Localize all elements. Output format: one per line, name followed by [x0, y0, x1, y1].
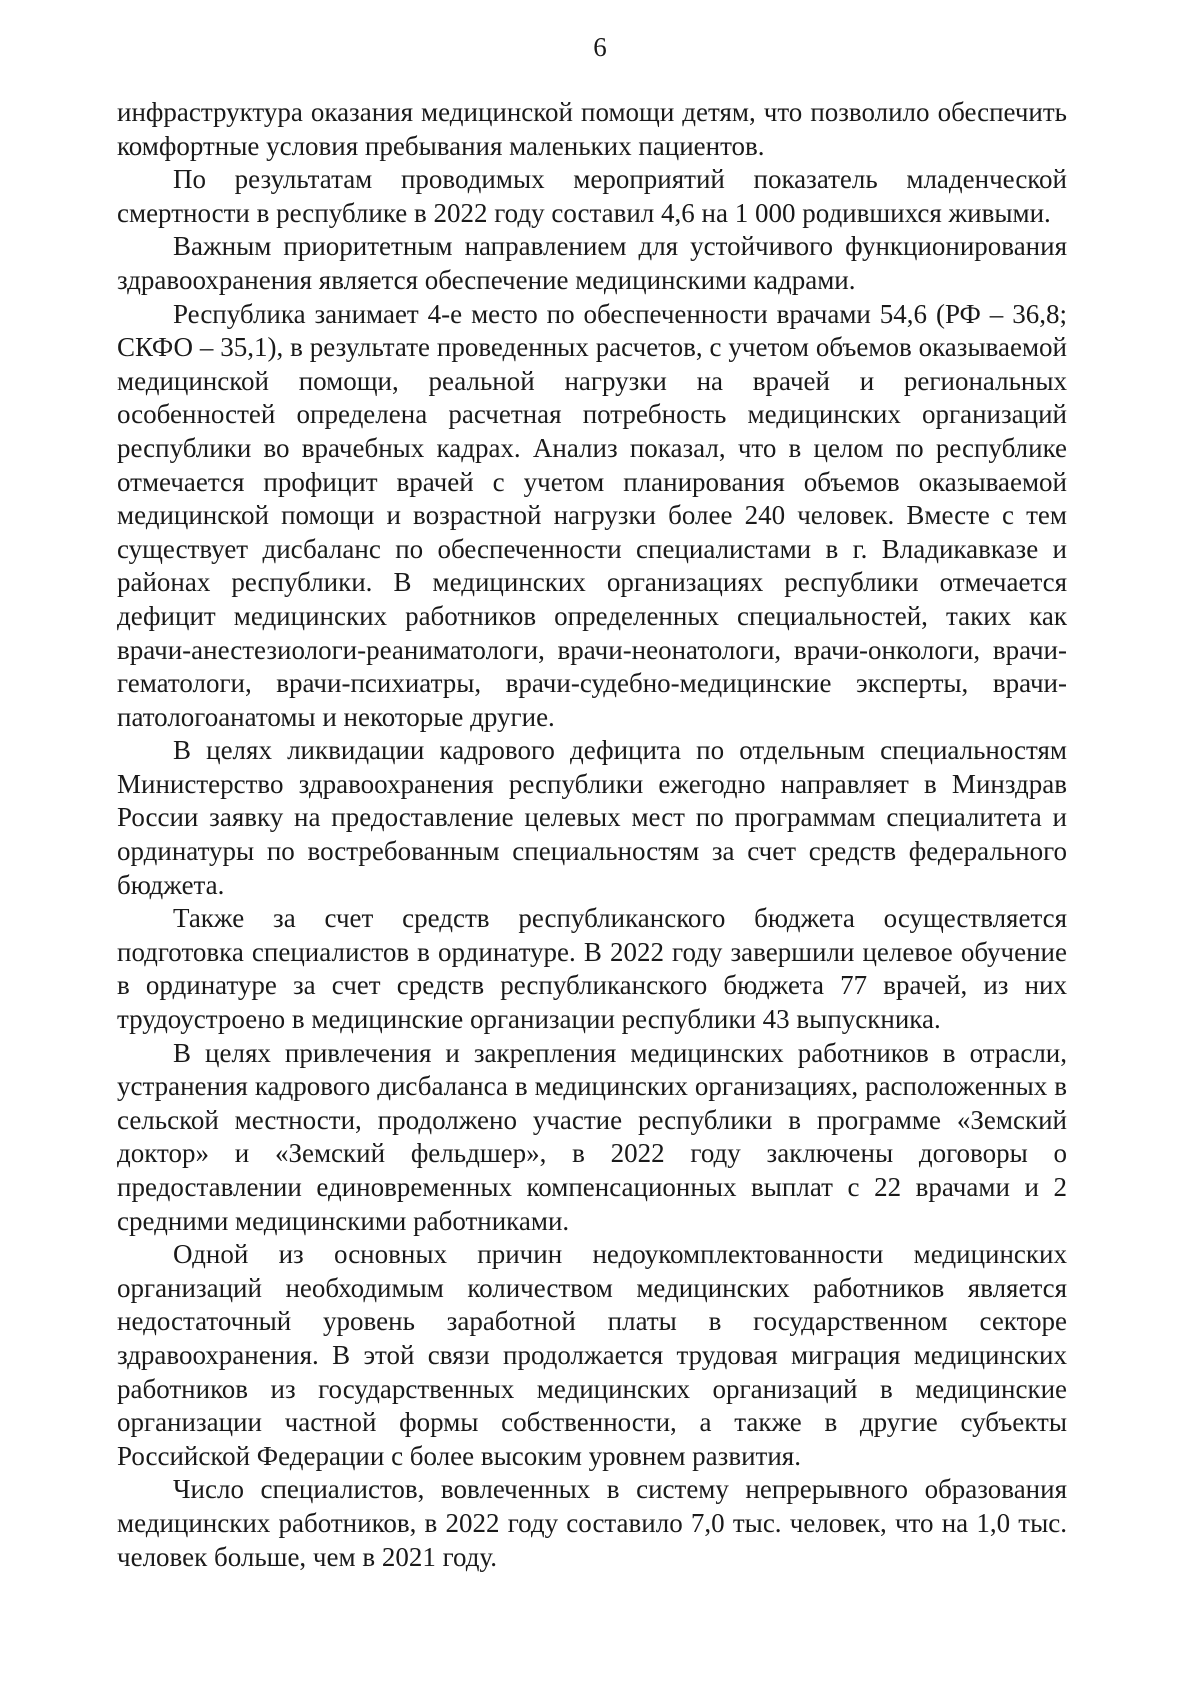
paragraph-continuation: инфраструктура оказания медицинской помощи детям, что позволило обеспечить комфортные условия пребывания маленьких пациентов. [117, 97, 1067, 161]
paragraph-targeted-places: В целях ликвидации кадрового дефицита по отдельным специальностям Министерство здравоохранения республики ежегодно направляет в Минздрав России заявку на предоставление целевых мест по программам специалитета и ординатуры по востребованным специальностям за счет средств федерального бюджета. [117, 735, 1067, 900]
paragraph-infant-mortality: По результатам проводимых мероприятий показатель младенческой смертности в республике в 2022 году составил 4,6 на 1 000 родившихся живыми. [117, 164, 1067, 228]
paragraph-staffing-priority: Важным приоритетным направлением для устойчивого функционирования здравоохранения является обеспечение медицинскими кадрами. [117, 231, 1067, 295]
paragraph-zemsky-program: В целях привлечения и закрепления медицинских работников в отрасли, устранения кадрового дисбаланса в медицинских организациях, расположенных в сельской местности, продолжено участие республики в программе «Земский доктор» и «Земский фельдшер», в 2022 году заключены договоры о предоставлении единовременных компенсационных выплат с 22 врачами и 2 средними медицинскими работниками. [117, 1037, 1067, 1236]
paragraph-residency-training: Также за счет средств республиканского бюджета осуществляется подготовка специалистов в ординатуре. В 2022 году завершили целевое обучение в ординатуре за счет средств республиканского бюджета 77 врачей, из них трудоустроено в медицинские организации республики 43 выпускника. [117, 903, 1067, 1035]
document-body [117, 96, 1067, 1574]
paragraph-understaffing-causes: Одной из основных причин недоукомплектованности медицинских организаций необходимым количеством медицинских работников является недостаточный уровень заработной платы в государственном секторе здравоохранения. В этой связи продолжается трудовая миграция медицинских работников из государственных медицинских организаций в медицинские организации частной формы собственности, а также в другие субъекты Российской Федерации с более высоким уровнем развития. [117, 1239, 1067, 1471]
paragraph-continuing-education: Число специалистов, вовлеченных в систему непрерывного образования медицинских работников, в 2022 году составило 7,0 тыс. человек, что на 1,0 тыс. человек больше, чем в 2021 году. [117, 1474, 1067, 1572]
page-number: 6 [593, 32, 607, 62]
paragraph-doctor-provision: Республика занимает 4-е место по обеспеченности врачами 54,6 (РФ – 36,8; СКФО – 35,1), в результате проведенных расчетов, с учетом объемов оказываемой медицинской помощи, реальной нагрузки на врачей и региональных особенностей определена расчетная потребность медицинских организаций республики во врачебных кадрах. Анализ показал, что в целом по республике отмечается профицит врачей с учетом планирования объемов оказываемой медицинской помощи и возрастной нагрузки более 240 человек. Вместе с тем существует дисбаланс по обеспеченности специалистами в г. Владикавказе и районах республики. В медицинских организациях республики отмечается дефицит медицинских работников определенных специальностей, таких как врачи-анестезиологи-реаниматологи, врачи-неонатологи, врачи-онкологи, врачи-гематологи, врачи-психиатры, врачи-судебно-медицинские эксперты, врачи-патологоанатомы и некоторые другие. [117, 298, 1067, 732]
